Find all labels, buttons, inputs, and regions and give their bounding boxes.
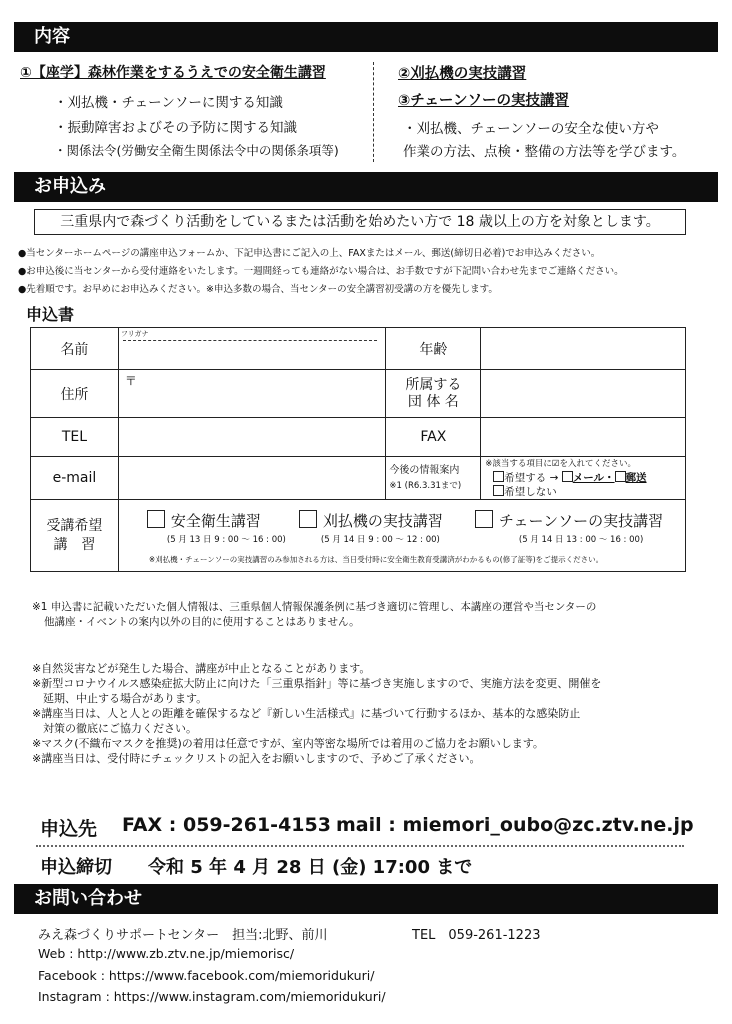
apply-note: ●お申込後に当センターから受付連絡をいたします。一週間経っても連絡がない場合は、お手数ですが下記問い合わせ先までご連絡ください。 [18, 266, 624, 277]
email-label: e-mail [31, 457, 119, 500]
checkbox-not-want[interactable] [493, 485, 504, 496]
application-form [30, 327, 686, 572]
course-label: 受講希望 講 習 [31, 500, 119, 572]
contact-web[interactable]: Web : http://www.zb.ztv.ne.jp/miemorisc/ [38, 946, 295, 961]
contact-instagram[interactable]: Instagram : https://www.instagram.com/miemoridukuri/ [38, 989, 386, 1004]
address-label: 住所 [31, 370, 119, 418]
course-date-safety: (5 月 13 日 9 : 00 〜 16 : 00) [166, 535, 286, 545]
deadline-date: 令和 5 年 4 月 28 日 (金) 17:00 まで [148, 857, 473, 878]
target-box: 三重県内で森づくり活動をしているまたは活動を始めたい方で 18 歳以上の方を対象とします。 [34, 209, 686, 235]
email-field[interactable] [118, 457, 386, 500]
info-label: 今後の情報案内 ※1 (R6.3.31まで) [386, 457, 481, 500]
name-label: 名前 [31, 328, 119, 370]
content-left-item: ・振動障害およびその予防に関する知識 [54, 120, 297, 136]
form-title: 申込書 [26, 305, 75, 324]
submit-divider [36, 845, 684, 847]
tel-field[interactable] [118, 418, 386, 457]
remark: ※自然災害などが発生した場合、講座が中止となることがあります。 [32, 662, 371, 675]
remark: ※新型コロナウイルス感染症拡大防止に向けた「三重県指針」等に基づき実施しますので、実施方法を変更、開催を [32, 677, 602, 690]
content-right-text: ・刈払機、チェーンソーの安全な使い方や [403, 121, 659, 137]
section-header-inquiry: お問い合わせ [14, 884, 718, 914]
contact-org: みえ森づくりサポートセンター 担当:北野、前川 [38, 928, 328, 943]
org-label: 所属する 団 体 名 [386, 370, 481, 418]
info-options: ※該当する項目に☑を入れてください。 希望する → メール・ 郵送 希望しない [481, 457, 686, 500]
course-option-chainsaw[interactable]: チェーンソーの実技講習 [475, 510, 663, 531]
course-options [118, 500, 685, 572]
section-header-content: 内容 [14, 22, 718, 52]
remark: ※講座当日は、人と人との距離を確保するなど『新しい生活様式』に基づいて行動するほか、基本的な感染防止 [32, 707, 581, 720]
furigana-divider [123, 340, 378, 341]
furigana-label: フリガナ [120, 330, 149, 338]
apply-note: ●先着順です。お早めにお申込みください。※申込多数の場合、当センターの安全講習初受講の方を優先します。 [18, 284, 498, 295]
address-field[interactable] [118, 370, 386, 418]
content-right-title-2: ③チェーンソーの実技講習 [398, 93, 570, 109]
course-date-brushcutter: (5 月 14 日 9 : 00 〜 12 : 00) [320, 535, 440, 545]
fax-field[interactable] [481, 418, 686, 457]
course-date-chainsaw: (5 月 14 日 13 : 00 〜 16 : 00) [518, 535, 644, 545]
privacy-note: ※1 申込書に記載いただいた個人情報は、三重県個人情報保護条例に基づき適切に管理し、本講座の運営や当センターの [32, 601, 597, 613]
age-label: 年齢 [386, 328, 481, 370]
postal-mark: 〒 [124, 374, 137, 388]
apply-note: ●当センターホームページの講座申込フォームか、下記申込書にご記入の上、FAXまたはメール、郵送(締切日必着)でお申込みください。 [18, 248, 601, 259]
submit-mail[interactable]: mail : miemori_oubo@zc.ztv.ne.jp [336, 814, 694, 836]
course-note: ※刈払機・チェーンソーの実技講習のみ参加される方は、当日受付時に安全衛生教育受講済がわかるもの(修了証等)をご提示ください。 [148, 555, 604, 564]
course-option-brushcutter[interactable]: 刈払機の実技講習 [299, 510, 443, 531]
checkbox-brushcutter[interactable] [299, 510, 317, 528]
age-field[interactable] [481, 328, 686, 370]
name-field[interactable] [118, 328, 386, 370]
content-left-item: ・刈払機・チェーンソーに関する知識 [54, 95, 283, 111]
checkbox-want[interactable] [493, 471, 504, 482]
checkbox-post[interactable] [615, 471, 626, 482]
tel-label: TEL [31, 418, 119, 457]
submit-label: 申込先 [40, 818, 98, 840]
section-header-apply: お申込み [14, 172, 718, 202]
content-left-title: ①【座学】森林作業をするうえでの安全衛生講習 [20, 65, 326, 81]
content-divider [373, 62, 374, 162]
submit-fax: FAX : 059-261-4153 [122, 814, 331, 836]
remark: 対策の徹底にご協力ください。 [32, 722, 197, 735]
content-right-title-1: ②刈払機の実技講習 [398, 66, 527, 82]
checkbox-chainsaw[interactable] [475, 510, 493, 528]
remark: 延期、中止する場合があります。 [32, 692, 208, 705]
content-right-text: 作業の方法、点検・整備の方法等を学びます。 [403, 144, 686, 160]
contact-tel: TEL 059-261-1223 [412, 928, 541, 943]
checkbox-mail[interactable] [562, 471, 573, 482]
privacy-note: 他講座・イベントの案内以外の目的に使用することはありません。 [44, 616, 360, 628]
org-field[interactable] [481, 370, 686, 418]
fax-label: FAX [386, 418, 481, 457]
deadline-label: 申込締切 [40, 857, 112, 878]
remark: ※マスク(不織布マスクを推奨)の着用は任意ですが、室内等密な場所では着用のご協力をお願いします。 [32, 737, 544, 750]
contact-facebook[interactable]: Facebook : https://www.facebook.com/miemoridukuri/ [38, 968, 375, 983]
remark: ※講座当日は、受付時にチェックリストの記入をお願いしますので、予めご了承ください。 [32, 752, 481, 765]
checkbox-safety[interactable] [147, 510, 165, 528]
course-option-safety[interactable]: 安全衛生講習 [147, 510, 261, 531]
content-left-item: ・関係法令(労働安全衛生関係法令中の関係条項等) [54, 143, 339, 158]
